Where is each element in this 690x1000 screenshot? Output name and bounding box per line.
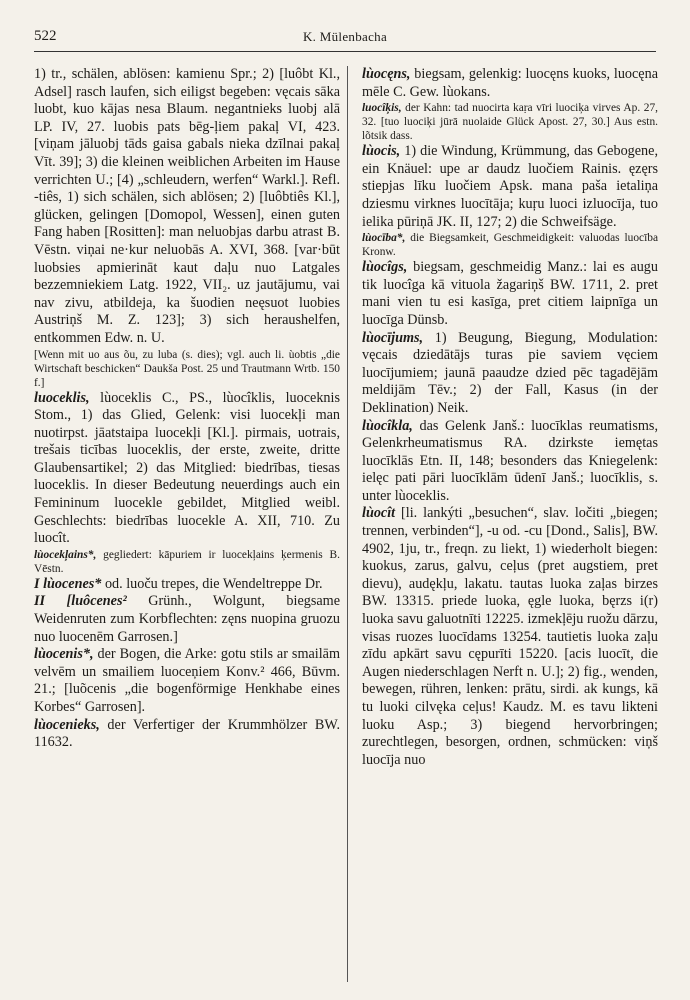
dictionary-entry: [362, 66, 658, 101]
left-column: [34, 66, 340, 752]
dictionary-entry: [362, 259, 658, 329]
entry-headword: lùocenieks,: [34, 716, 100, 733]
dictionary-entry: [34, 576, 340, 594]
dictionary-entry: [34, 646, 340, 716]
entry-text: der Verfertiger der Krummhölzer BW. 11632.: [34, 716, 340, 751]
entry-text: lùoceklis C., PS., lùocîklis, luoceknis Stom., 1) das Glied, Gelenk: visi luocekļi man nuotirpst. jāatstaipa luocekļi [Kl.]. pirmais, uotrais, trešais ticības luoceklis, der erste, zweite, dritte Glaubensartikel; 2) das Mitglied: biedrības, tiesas luoceklis. In dieser Bedeutung neuerdings auch ein Femininum luocekle gebildet, Mitglied weibl. Geschlechts: biedrības luocekle A. XII, 710. Zu luocît.: [34, 389, 340, 547]
entry-text: der Kahn: tad nuocirta kaṛa vīri luociķa virves Ap. 27, 32. [tuo luociķi jūrā nuolaide Glück Apost. 27, 30.] Aus estn. lõtsik dass.: [362, 102, 658, 143]
running-title: K. Mülenbacha: [302, 29, 388, 44]
dictionary-entry: [362, 101, 658, 143]
entry-headword: II [luôcenes²: [34, 593, 127, 610]
entry-headword: lùocījums,: [362, 329, 424, 346]
entry-headword: lùocęns,: [362, 66, 411, 82]
entry-headword: lùocis,: [362, 143, 401, 160]
dictionary-entry: [34, 348, 340, 390]
entry-text: 1) Beugung, Biegung, Modulation: vęcais dziedātājs turas pie saviem vęciem luocījumiem; jaunā paaudze dzied pēc tagadējām meldijām Tēv.; 2) der Fall, Kasus (in der Deklination) Neik.: [362, 329, 658, 416]
dictionary-entry: [362, 418, 658, 506]
entry-text: der Bogen, die Arke: gotu stils ar smailām velvēm un smailiem luoceņiem Konv.² 466, Būvm. 21.; [luõcenis „die bogenförmige Henkhabe eines Korbes“ Garrosen].: [34, 646, 340, 715]
entry-text: [Wenn mit uo aus õu, zu luba (s. dies); vgl. auch li. ùobtis „die Wirtschaft beschicken“ Daukša Post. 25 und Trautmann Wrtb. 150 f.]: [34, 348, 340, 389]
entry-text: biegsam, geschmeidig Manz.: lai es augu tik luocîga kā vituola žagariņš BW. 1711, 2. pret mani vien tu esi kasīga, pret citiem laipnīga un luocīga Dünsb.: [362, 259, 658, 328]
dictionary-entry: [362, 330, 658, 418]
entry-text: 1) tr., schälen, ablösen: kamienu Spr.; 2) [luôbt Kl., Adsel] rasch laufen, sich eiligst begeben: vęcais sāka luobt, kuo kājas nesa Blaum. negantnieks luobj alā LP. IV, 27. luobis pats bēg-ļiem pakaļ VI, 423. [viņam jāluobj tāds gaisa gabals nieka dzīlnai pakaļ Vīt. 39]; 3) die kleinen weiblichen Arbeiten im Hause verrichten U.; [4) „schleudern, werfen“ Warkl.]. Refl. -tiês, 1) sich schälen, sich ablösen; 2) [luôbtiês Kl.], glücken, gelingen [Domopol, Wessen], einen guten Fang haben [Rositten]: man neluobjas darbu atrast B. Vēstn. viņai ne·kur neluobās A. XVI, 368. [var·būt luobsies apmierināt kaut daļu nuo Latgales bezzemniekiem Latg. 1922, VII₂. uz jautājumu, vai nav zivu, atbildeja, ka šuodien neęsuot luobies Austriņš M. Z. 123]; 3) sich heraushelfen, entkommen Edw. n. U.: [34, 66, 340, 346]
dictionary-entry: [34, 548, 340, 576]
entry-text: Grünh., Wolgunt, biegsame Weidenruten zum Korbflechten: zęns nuopina gruozu nuo luocenēm Garrosen.]: [34, 593, 341, 645]
dictionary-entry: [34, 390, 340, 548]
column-divider: [347, 66, 348, 982]
entry-headword: lùocîkla,: [362, 417, 413, 434]
page-number: 522: [34, 28, 57, 44]
right-column: [362, 66, 658, 769]
entry-text: od. luoču trepes, die Wendeltreppe Dr.: [101, 575, 323, 592]
entry-headword: lùocekļains*,: [34, 548, 97, 561]
entry-text: biegsam, gelenkig: luocęns kuoks, luocęna mēle C. Gew. lùokans.: [362, 66, 658, 100]
entry-text: gegliedert: kāpuriem ir luocekļains ķermenis B. Vēstn.: [34, 548, 340, 575]
entry-headword: I lùocenes*: [34, 575, 102, 592]
dictionary-entry: [34, 717, 340, 752]
entry-text: das Gelenk Janš.: luocīklas reumatisms, Gelenkrheumatismus RA. dzirkste iemętas luocīklās Etn. II, 148; besonders das Kniegelenk: ielęc pati pāri luocīklām ūdenī Janš.; luocīklis, s. unter lùoceklis.: [362, 417, 658, 504]
entry-headword: lùocît: [362, 505, 396, 522]
entry-headword: lùocenis*,: [34, 646, 94, 663]
entry-headword: luocîķis,: [362, 102, 402, 115]
entry-text: die Biegsamkeit, Geschmeidigkeit: valuodas luocība Kronw.: [362, 232, 658, 259]
entry-headword: lùocība*,: [362, 232, 406, 245]
entry-text: 1) die Windung, Krümmung, das Gebogene, ein Knäuel: upe ar daudz luočiem Rainis. ęzęrs stiepjas līku luočiem Apsk. mana paša ietaliņa dziesmu virknes luocītāja; kuŗu luoci izluocīja, tuo ielika pūriņā JK. II, 127; 2) die Schweifsäge.: [362, 143, 658, 230]
entry-headword: lùocîgs,: [362, 259, 408, 276]
dictionary-entry: [34, 66, 340, 348]
dictionary-entry: [362, 505, 658, 769]
header-rule: [34, 51, 656, 52]
entry-headword: luoceklis,: [34, 389, 90, 406]
dictionary-entry: [362, 231, 658, 259]
page-header: [34, 28, 656, 50]
dictionary-entry: [362, 143, 658, 231]
entry-text: [li. lankýti „besuchen“, slav. ločiti „biegen; trennen, verbinden“], -u od. -cu [Dond., Salis], BW. 4902, 1ju, tr., freqn. zu liekt, 1) wiederholt biegen: kuokus, zarus, galvu, ceļus (pret augstiem, pret dievu), audękļu, lakatu. tautas luoka zaļas birzes BW. 13315. priede luoka, ęgle luoka, bęrzs i(r) luoka savu galuotnīti 12225. izmekļēju ruožu dārzu, visas ruozes luocīdams 13254. tautietis luoka zaļu zīdu apkārt savu cępurīti 15220. [acis luocīt, die Augen niederschlagen Nerft n. U.]; 2) fig., wenden, bewegen, rühren, lenken: prātu, sirdi. ak kungs, kā tu luoki cilvęka ceļus! Kaudz. M. es tavu likteni luoku Asp.; 3) biegend hervorbringen; zurechtlegen, besorgen, ordnen, schmücken: viņš luocīja nuo: [362, 505, 658, 768]
dictionary-entry: [34, 593, 340, 646]
